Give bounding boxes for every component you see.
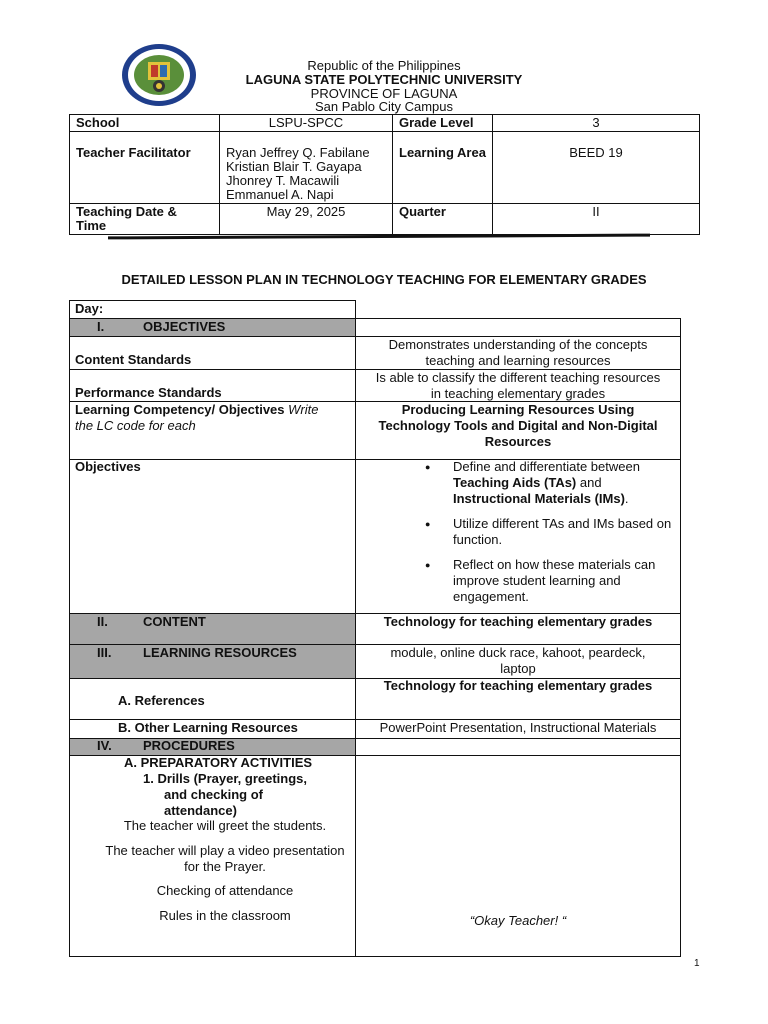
lc-value-line: Producing Learning Resources Using (401, 402, 635, 417)
header-republic: Republic of the Philippines (307, 58, 461, 73)
drills-line: 1. Drills (Prayer, greetings, (143, 771, 308, 786)
content-standards-label: Content Standards (75, 352, 192, 367)
video-text (70, 843, 380, 875)
lc-label-bold: Learning Competency/ Objectives (75, 402, 285, 417)
objective-a-bold1: Teaching Aids (TAs) (453, 475, 577, 490)
objective-a-text: Define and differentiate between (453, 459, 640, 474)
quarter-label: Quarter (393, 204, 493, 235)
content-header-cell (69, 613, 356, 645)
day-label: Day: (75, 301, 104, 316)
teacher-name: Jhonrey T. Macawili (226, 173, 340, 188)
objective-a-and: and (579, 475, 602, 490)
drills-line: attendance) (164, 803, 237, 818)
objective-item: ● Reflect on how these materials can improve student learning and engagement. (425, 557, 675, 605)
objectives-list (425, 459, 675, 614)
learning-area-value: BEED 19 (493, 132, 700, 204)
teacher-name: Emmanuel A. Napi (226, 187, 334, 202)
lc-label-italic-line2: the LC code for each (75, 418, 196, 433)
teacher-list (220, 132, 393, 204)
teaching-date-value: May 29, 2025 (220, 204, 393, 235)
procedures-number: IV. (97, 738, 112, 753)
header-university: LAGUNA STATE POLYTECHNIC UNIVERSITY (245, 72, 523, 87)
day-cell (69, 300, 356, 319)
learning-resources-number: III. (97, 645, 112, 660)
objectives-header-right-cell (355, 318, 681, 337)
performance-standards-label: Performance Standards (75, 385, 222, 400)
school-info-table (69, 114, 700, 235)
video-line: for the Prayer. (184, 859, 266, 874)
other-resources-value: PowerPoint Presentation, Instructional Materials (379, 720, 657, 735)
lc-value-line: Resources (484, 434, 552, 449)
procedures-header-right-cell (355, 738, 681, 756)
grade-level-value: 3 (493, 115, 700, 132)
drills-heading (143, 771, 307, 819)
learning-resources-heading: LEARNING RESOURCES (143, 645, 297, 660)
attendance-text: Checking of attendance (156, 883, 294, 898)
school-value: LSPU-SPCC (220, 115, 393, 132)
lc-label-italic: Write (288, 402, 319, 417)
content-heading: CONTENT (143, 614, 206, 629)
lc-value-line: Technology Tools and Digital and Non-Digital (378, 418, 658, 433)
learning-resources-line: laptop (500, 661, 536, 676)
performance-standards-value (356, 370, 680, 402)
header-campus: San Pablo City Campus (314, 99, 453, 114)
content-standards-line: Demonstrates understanding of the concepts (388, 337, 648, 352)
page-number: 1 (694, 958, 700, 969)
rules-text: Rules in the classroom (159, 908, 291, 923)
learning-resources-value (356, 645, 680, 677)
greet-text: The teacher will greet the students. (123, 818, 327, 833)
content-value: Technology for teaching elementary grades (383, 614, 653, 629)
objectives-label: Objectives (75, 459, 141, 474)
quarter-value: II (493, 204, 700, 235)
teacher-facilitator-label: Teacher Facilitator (70, 132, 220, 204)
teaching-date-label-line1: Teaching Date & (76, 204, 177, 219)
preparatory-activities-label: A. PREPARATORY ACTIVITIES (124, 755, 313, 770)
header-province: PROVINCE OF LAGUNA (310, 86, 458, 101)
learning-competency-value (356, 402, 680, 450)
objectives-heading: OBJECTIVES (143, 319, 226, 334)
content-standards-value (356, 337, 680, 369)
procedures-heading: PROCEDURES (143, 738, 235, 753)
lesson-plan-title: DETAILED LESSON PLAN IN TECHNOLOGY TEACHING FOR ELEMENTARY GRADES (121, 272, 647, 287)
learning-resources-line: module, online duck race, kahoot, peardeck, (390, 645, 646, 660)
references-value: Technology for teaching elementary grades (383, 678, 653, 693)
performance-standards-line: Is able to classify the different teaching resources (375, 370, 661, 385)
objective-a-end: . (624, 491, 629, 506)
teacher-name: Ryan Jeffrey Q. Fabilane (226, 145, 370, 160)
drills-line: and checking of (164, 787, 263, 802)
content-number: II. (97, 614, 108, 629)
grade-level-label: Grade Level (393, 115, 493, 132)
references-label: A. References (118, 693, 205, 708)
student-response: “Okay Teacher! “ (469, 913, 567, 928)
video-line: The teacher will play a video presentation (105, 843, 345, 858)
learning-competency-label (75, 402, 350, 434)
objective-a-bold2: Instructional Materials (IMs) (453, 491, 625, 506)
teaching-date-label (70, 204, 220, 235)
teaching-date-label-line2: Time (76, 218, 107, 233)
performance-standards-line: in teaching elementary grades (430, 386, 606, 401)
teacher-name: Kristian Blair T. Gayapa (226, 159, 362, 174)
other-resources-label: B. Other Learning Resources (118, 720, 298, 735)
objective-item (425, 459, 675, 507)
learning-area-label: Learning Area (393, 132, 493, 204)
objective-item: ● Utilize different TAs and IMs based on function. (425, 516, 675, 548)
school-label: School (70, 115, 220, 132)
objectives-number: I. (97, 319, 105, 334)
content-standards-line: teaching and learning resources (425, 353, 611, 368)
